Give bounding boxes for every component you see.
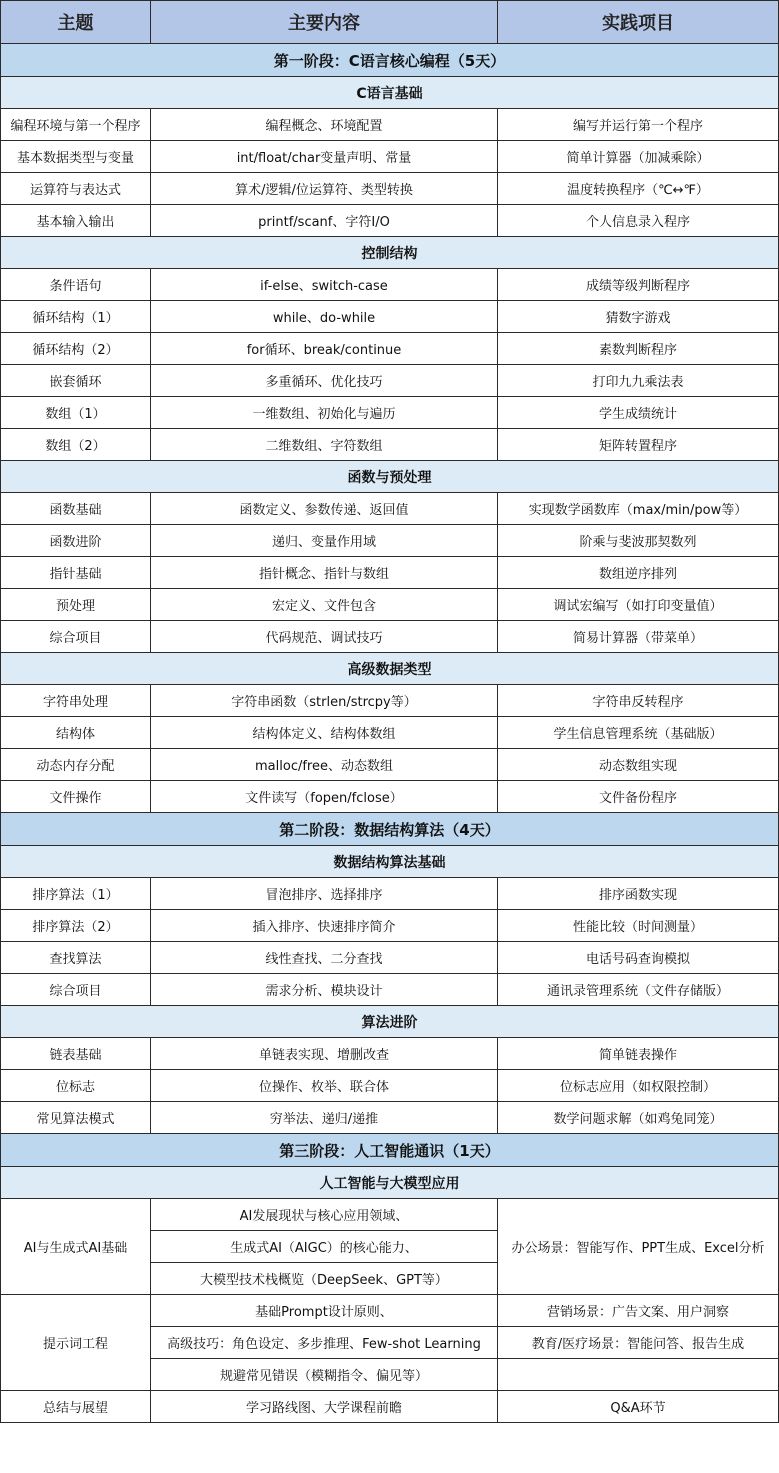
project-cell: 办公场景：智能写作、PPT生成、Excel分析 — [498, 1199, 779, 1295]
project-cell: 猜数字游戏 — [498, 301, 779, 333]
topic-cell: 条件语句 — [1, 269, 151, 301]
section-title: 人工智能与大模型应用 — [1, 1167, 779, 1199]
table-row — [1, 429, 779, 461]
topic-cell: 指针基础 — [1, 557, 151, 589]
content-cell: 学习路线图、大学课程前瞻 — [151, 1391, 498, 1423]
table-row — [1, 717, 779, 749]
project-cell: 编写并运行第一个程序 — [498, 109, 779, 141]
table-row — [1, 557, 779, 589]
table-row — [1, 942, 779, 974]
table-row — [1, 749, 779, 781]
section-row — [1, 77, 779, 109]
content-cell: 需求分析、模块设计 — [151, 974, 498, 1006]
table-row — [1, 1199, 779, 1231]
topic-cell: 位标志 — [1, 1070, 151, 1102]
table-row — [1, 141, 779, 173]
topic-cell: 循环结构（2） — [1, 333, 151, 365]
project-cell: 营销场景：广告文案、用户洞察 — [498, 1295, 779, 1327]
table-row — [1, 781, 779, 813]
content-cell: 一维数组、初始化与遍历 — [151, 397, 498, 429]
project-cell: 性能比较（时间测量） — [498, 910, 779, 942]
project-cell: 电话号码查询模拟 — [498, 942, 779, 974]
content-cell: 多重循环、优化技巧 — [151, 365, 498, 397]
table-row — [1, 109, 779, 141]
project-cell: 实现数学函数库（max/min/pow等） — [498, 493, 779, 525]
topic-cell: 字符串处理 — [1, 685, 151, 717]
section-title: C语言基础 — [1, 77, 779, 109]
table-row — [1, 1038, 779, 1070]
section-row — [1, 1006, 779, 1038]
topic-cell: 运算符与表达式 — [1, 173, 151, 205]
project-cell: 简单计算器（加减乘除） — [498, 141, 779, 173]
header-project: 实践项目 — [498, 1, 779, 44]
topic-cell: 总结与展望 — [1, 1391, 151, 1423]
topic-cell: 查找算法 — [1, 942, 151, 974]
project-cell: 排序函数实现 — [498, 878, 779, 910]
topic-cell: 提示词工程 — [1, 1295, 151, 1391]
content-cell: 位操作、枚举、联合体 — [151, 1070, 498, 1102]
topic-cell: AI与生成式AI基础 — [1, 1199, 151, 1295]
topic-cell: 函数进阶 — [1, 525, 151, 557]
content-cell: for循环、break/continue — [151, 333, 498, 365]
content-cell: printf/scanf、字符I/O — [151, 205, 498, 237]
content-cell: 算术/逻辑/位运算符、类型转换 — [151, 173, 498, 205]
project-cell: 数组逆序排列 — [498, 557, 779, 589]
header-row — [1, 1, 779, 44]
project-cell: 字符串反转程序 — [498, 685, 779, 717]
content-cell: malloc/free、动态数组 — [151, 749, 498, 781]
table-row — [1, 333, 779, 365]
topic-cell: 综合项目 — [1, 621, 151, 653]
table-row — [1, 910, 779, 942]
content-cell: 基础Prompt设计原则、 — [151, 1295, 498, 1327]
section-title: 高级数据类型 — [1, 653, 779, 685]
table-row — [1, 974, 779, 1006]
project-cell: 素数判断程序 — [498, 333, 779, 365]
content-cell: 宏定义、文件包含 — [151, 589, 498, 621]
topic-cell: 基本输入输出 — [1, 205, 151, 237]
content-cell: 函数定义、参数传递、返回值 — [151, 493, 498, 525]
topic-cell: 综合项目 — [1, 974, 151, 1006]
topic-cell: 排序算法（2） — [1, 910, 151, 942]
topic-cell: 预处理 — [1, 589, 151, 621]
project-cell: 动态数组实现 — [498, 749, 779, 781]
project-cell: 文件备份程序 — [498, 781, 779, 813]
table-row — [1, 685, 779, 717]
section-row — [1, 237, 779, 269]
stage-row — [1, 44, 779, 77]
section-title: 函数与预处理 — [1, 461, 779, 493]
topic-cell: 基本数据类型与变量 — [1, 141, 151, 173]
project-cell: 成绩等级判断程序 — [498, 269, 779, 301]
section-row — [1, 846, 779, 878]
content-cell: 穷举法、递归/递推 — [151, 1102, 498, 1134]
project-cell: 数学问题求解（如鸡兔同笼） — [498, 1102, 779, 1134]
content-cell: 生成式AI（AIGC）的核心能力、 — [151, 1231, 498, 1263]
topic-cell: 结构体 — [1, 717, 151, 749]
content-cell: 字符串函数（strlen/strcpy等） — [151, 685, 498, 717]
topic-cell: 函数基础 — [1, 493, 151, 525]
table-row — [1, 493, 779, 525]
project-cell: 调试宏编写（如打印变量值） — [498, 589, 779, 621]
stage-row — [1, 1134, 779, 1167]
project-cell: 个人信息录入程序 — [498, 205, 779, 237]
stage-title: 第三阶段：人工智能通识（1天） — [1, 1134, 779, 1167]
content-cell: 指针概念、指针与数组 — [151, 557, 498, 589]
project-cell: 学生成绩统计 — [498, 397, 779, 429]
stage-row — [1, 813, 779, 846]
project-cell: 教育/医疗场景：智能问答、报告生成 — [498, 1327, 779, 1359]
section-row — [1, 1167, 779, 1199]
table-row — [1, 525, 779, 557]
table-row — [1, 1295, 779, 1327]
table-row — [1, 1070, 779, 1102]
table-row — [1, 1391, 779, 1423]
topic-cell: 常见算法模式 — [1, 1102, 151, 1134]
content-cell: 结构体定义、结构体数组 — [151, 717, 498, 749]
project-cell: 位标志应用（如权限控制） — [498, 1070, 779, 1102]
topic-cell: 嵌套循环 — [1, 365, 151, 397]
topic-cell: 文件操作 — [1, 781, 151, 813]
section-row — [1, 653, 779, 685]
topic-cell: 数组（1） — [1, 397, 151, 429]
stage-title: 第一阶段：C语言核心编程（5天） — [1, 44, 779, 77]
topic-cell: 排序算法（1） — [1, 878, 151, 910]
project-cell: 通讯录管理系统（文件存储版） — [498, 974, 779, 1006]
project-cell: 矩阵转置程序 — [498, 429, 779, 461]
content-cell: 高级技巧：角色设定、多步推理、Few-shot Learning — [151, 1327, 498, 1359]
table-row — [1, 1102, 779, 1134]
topic-cell: 链表基础 — [1, 1038, 151, 1070]
table-row — [1, 269, 779, 301]
content-cell: 线性查找、二分查找 — [151, 942, 498, 974]
content-cell: 递归、变量作用域 — [151, 525, 498, 557]
content-cell: 单链表实现、增删改查 — [151, 1038, 498, 1070]
table-row — [1, 397, 779, 429]
project-cell: 学生信息管理系统（基础版） — [498, 717, 779, 749]
content-cell: 规避常见错误（模糊指令、偏见等） — [151, 1359, 498, 1391]
section-row — [1, 461, 779, 493]
content-cell: 编程概念、环境配置 — [151, 109, 498, 141]
section-title: 数据结构算法基础 — [1, 846, 779, 878]
content-cell: AI发展现状与核心应用领域、 — [151, 1199, 498, 1231]
table-row — [1, 589, 779, 621]
header-topic: 主题 — [1, 1, 151, 44]
content-cell: while、do-while — [151, 301, 498, 333]
content-cell: 二维数组、字符数组 — [151, 429, 498, 461]
section-title: 算法进阶 — [1, 1006, 779, 1038]
project-cell: 阶乘与斐波那契数列 — [498, 525, 779, 557]
table-row — [1, 173, 779, 205]
project-cell — [498, 1359, 779, 1391]
table-row — [1, 621, 779, 653]
table-row — [1, 878, 779, 910]
project-cell: Q&A环节 — [498, 1391, 779, 1423]
project-cell: 温度转换程序（℃↔℉） — [498, 173, 779, 205]
table-row — [1, 205, 779, 237]
topic-cell: 动态内存分配 — [1, 749, 151, 781]
content-cell: if-else、switch-case — [151, 269, 498, 301]
topic-cell: 数组（2） — [1, 429, 151, 461]
content-cell: 插入排序、快速排序简介 — [151, 910, 498, 942]
topic-cell: 循环结构（1） — [1, 301, 151, 333]
table-row — [1, 301, 779, 333]
project-cell: 简易计算器（带菜单） — [498, 621, 779, 653]
stage-title: 第二阶段：数据结构算法（4天） — [1, 813, 779, 846]
content-cell: 文件读写（fopen/fclose） — [151, 781, 498, 813]
content-cell: 代码规范、调试技巧 — [151, 621, 498, 653]
topic-cell: 编程环境与第一个程序 — [1, 109, 151, 141]
project-cell: 简单链表操作 — [498, 1038, 779, 1070]
content-cell: 冒泡排序、选择排序 — [151, 878, 498, 910]
table-row — [1, 365, 779, 397]
header-content: 主要内容 — [151, 1, 498, 44]
content-cell: 大模型技术栈概览（DeepSeek、GPT等） — [151, 1263, 498, 1295]
content-cell: int/float/char变量声明、常量 — [151, 141, 498, 173]
section-title: 控制结构 — [1, 237, 779, 269]
project-cell: 打印九九乘法表 — [498, 365, 779, 397]
